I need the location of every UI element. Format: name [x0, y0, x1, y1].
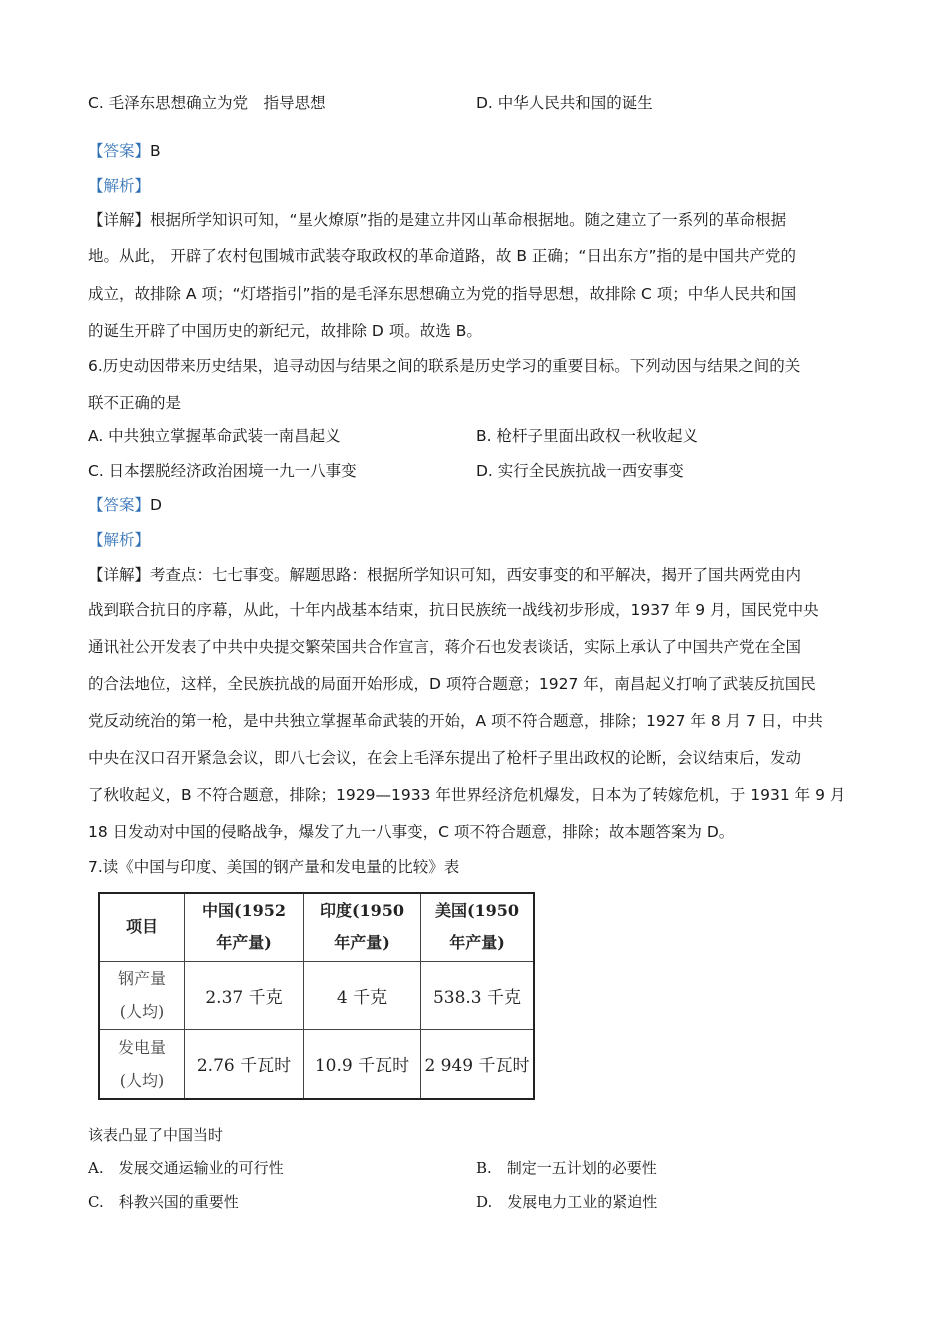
table-row-label	[99, 961, 185, 1029]
q5-analysis-tag: 【解析】	[88, 177, 151, 195]
q5-detail-line: 成立，故排除 A 项；“灯塔指引”指的是毛泽东思想确立为党的指导思想，故排除 C 项；中华人民共和国	[88, 285, 797, 303]
header-label: 项目	[125, 917, 158, 937]
row-label-line: 钢产量	[117, 969, 166, 988]
q7-stem: 7.读《中国与印度、美国的钢产量和发电量的比较》表	[88, 858, 460, 876]
detail-text: 考查点：七七事变。解题思路：根据所学知识可知，西安事变的和平解决，揭开了国共两党由内	[150, 566, 802, 584]
q5-option-d: D. 中华人民共和国的诞生	[476, 94, 653, 112]
q5-detail-line: 的诞生开辟了中国历史的新纪元，故排除 D 项。故选 B。	[88, 322, 482, 340]
table-cell: 2.37 千克	[185, 961, 304, 1029]
table-row-label	[99, 1029, 185, 1099]
table-header-cell	[185, 893, 304, 961]
q7-option-d: D. 发展电力工业的紧迫性	[476, 1193, 658, 1211]
q6-option-a: A. 中共独立掌握革命武装一南昌起义	[88, 427, 341, 445]
detail-tag: 【详解】	[88, 566, 151, 584]
q5-answer	[88, 140, 161, 162]
answer-value: B	[150, 142, 161, 160]
answer-tag: 【答案】	[88, 142, 151, 160]
header-line: 年产量)	[334, 933, 390, 953]
row-label-line: (人均)	[119, 1070, 165, 1090]
q7-option-b: B. 制定一五计划的必要性	[476, 1159, 657, 1177]
table-cell: 2 949 千瓦时	[421, 1029, 535, 1099]
q6-option-d: D. 实行全民族抗战一西安事变	[476, 462, 684, 480]
detail-text: 根据所学知识可知，“星火燎原”指的是建立井冈山革命根据地。随之建立了一系列的革命根据	[150, 211, 787, 229]
q6-detail-line: 通讯社公开发表了中共中央提交繁荣国共合作宣言，蒋介石也发表谈话，实际上承认了中国共产党在全国	[88, 638, 802, 656]
table-row	[99, 1029, 534, 1099]
q6-option-c: C. 日本摆脱经济政治困境一九一八事变	[88, 462, 357, 480]
table-row	[99, 961, 534, 1029]
header-line: 印度(1950	[319, 901, 405, 921]
row-label-line: (人均)	[119, 1002, 165, 1021]
q7-option-a: A. 发展交通运输业的可行性	[88, 1159, 284, 1177]
detail-tag: 【详解】	[88, 211, 151, 229]
row-label-line: 发电量	[117, 1037, 166, 1057]
header-line: 中国(1952	[201, 901, 287, 921]
q6-detail-line: 了秋收起义，B 不符合题意，排除；1929—1933 年世界经济危机爆发，日本为了转嫁危机，于 1931 年 9 月	[88, 786, 846, 804]
table-header-cell	[421, 893, 535, 961]
table-header-row	[99, 893, 534, 961]
q6-detail-line: 党反动统治的第一枪，是中共独立掌握革命武装的开始，A 项不符合题意，排除；1927 年 8 月 7 日，中共	[88, 712, 823, 730]
comparison-table	[98, 892, 535, 1100]
q5-option-c: C. 毛泽东思想确立为党 指导思想	[88, 94, 326, 112]
q5-detail-line: 地。从此， 开辟了农村包围城市武装夺取政权的革命道路，故 B 正确；“日出东方”指的是中国共产党的	[88, 247, 796, 265]
header-line: 美国(1950	[434, 901, 520, 921]
q6-detail-line	[88, 564, 801, 586]
q5-detail-line	[88, 209, 786, 231]
q7-prompt: 该表凸显了中国当时	[88, 1126, 224, 1144]
table-cell: 538.3 千克	[421, 961, 535, 1029]
table-header-cell	[99, 893, 185, 961]
q6-option-b: B. 枪杆子里面出政权一秋收起义	[476, 427, 698, 445]
q6-analysis-tag: 【解析】	[88, 531, 151, 549]
q6-detail-line: 中央在汉口召开紧急会议，即八七会议，在会上毛泽东提出了枪杆子里出政权的论断，会议结束后，发动	[88, 749, 802, 767]
q7-option-c: C. 科教兴国的重要性	[88, 1193, 239, 1211]
q6-stem-line: 6.历史动因带来历史结果，追寻动因与结果之间的联系是历史学习的重要目标。下列动因与结果之间的关	[88, 357, 801, 375]
answer-value: D	[150, 496, 162, 514]
q6-stem-line: 联不正确的是	[88, 394, 182, 412]
answer-tag: 【答案】	[88, 496, 151, 514]
q6-detail-line: 战到联合抗日的序幕，从此，十年内战基本结束，抗日民族统一战线初步形成，1937 年 9 月，国民党中央	[88, 601, 819, 619]
q6-detail-line: 的合法地位，这样，全民族抗战的局面开始形成，D 项符合题意；1927 年，南昌起义打响了武装反抗国民	[88, 675, 816, 693]
q6-answer	[88, 494, 162, 516]
table-cell: 2.76 千瓦时	[185, 1029, 304, 1099]
header-line: 年产量)	[216, 933, 272, 953]
header-line: 年产量)	[449, 933, 505, 953]
table-cell: 4 千克	[304, 961, 421, 1029]
q6-detail-line: 18 日发动对中国的侵略战争，爆发了九一八事变，C 项不符合题意，排除；故本题答案为 D。	[88, 823, 735, 841]
table-header-cell	[304, 893, 421, 961]
table-cell: 10.9 千瓦时	[304, 1029, 421, 1099]
